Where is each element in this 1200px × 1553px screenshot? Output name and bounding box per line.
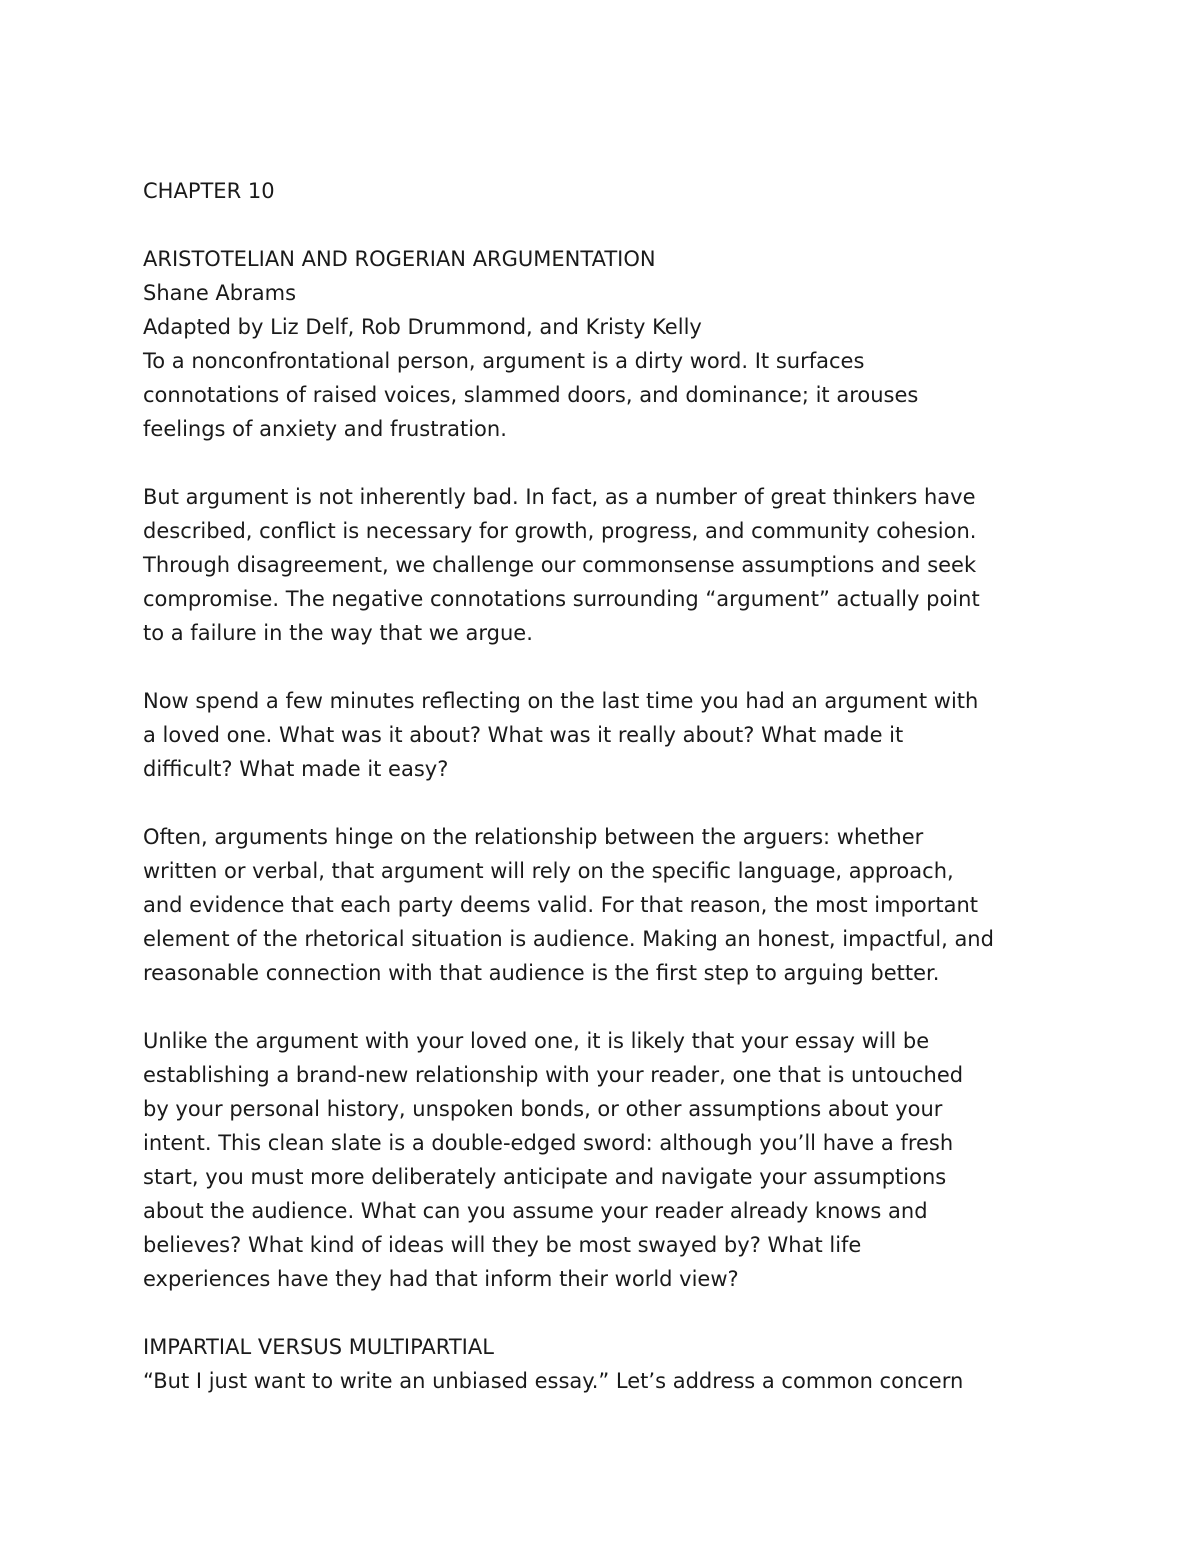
paragraph-line: start, you must more deliberately anticipate and navigate your assumptions [143, 1165, 947, 1189]
paragraph-4 [143, 820, 1083, 990]
blank-line [143, 1296, 1083, 1330]
paragraph-line: Now spend a few minutes reflecting on the last time you had an argument with [143, 689, 979, 713]
paragraph-line: to a failure in the way that we argue. [143, 621, 533, 645]
paragraph-line: establishing a brand-new relationship with your reader, one that is untouched [143, 1063, 964, 1087]
paragraph-line: believes? What kind of ideas will they be most swayed by? What life [143, 1233, 862, 1257]
section-heading: IMPARTIAL VERSUS MULTIPARTIAL [143, 1335, 494, 1359]
paragraph-line: by your personal history, unspoken bonds, or other assumptions about your [143, 1097, 943, 1121]
chapter-title: ARISTOTELIAN AND ROGERIAN ARGUMENTATION [143, 247, 656, 271]
paragraph-line: “But I just want to write an unbiased essay.” Let’s address a common concern [143, 1369, 964, 1393]
adapted-by-line: Adapted by Liz Delf, Rob Drummond, and Kristy Kelly [143, 315, 702, 339]
paragraph-line: feelings of anxiety and frustration. [143, 417, 507, 441]
paragraph-line: compromise. The negative connotations surrounding “argument” actually point [143, 587, 980, 611]
blank-line [143, 650, 1083, 684]
paragraph-line: about the audience. What can you assume your reader already knows and [143, 1199, 928, 1223]
paragraph-line: connotations of raised voices, slammed doors, and dominance; it arouses [143, 383, 919, 407]
paragraph-line: element of the rhetorical situation is audience. Making an honest, impactful, and [143, 927, 994, 951]
author-line: Shane Abrams [143, 281, 297, 305]
paragraph-line: written or verbal, that argument will rely on the specific language, approach, [143, 859, 954, 883]
blank-line [143, 990, 1083, 1024]
paragraph-5 [143, 1024, 1083, 1296]
blank-line [143, 208, 1083, 242]
paragraph-line: a loved one. What was it about? What was it really about? What made it [143, 723, 904, 747]
paragraph-line: experiences have they had that inform their world view? [143, 1267, 739, 1291]
paragraph-line: Often, arguments hinge on the relationship between the arguers: whether [143, 825, 924, 849]
paragraph-line: described, conflict is necessary for growth, progress, and community cohesion. [143, 519, 977, 543]
paragraph-line: To a nonconfrontational person, argument is a dirty word. It surfaces [143, 349, 865, 373]
paragraph-line: difficult? What made it easy? [143, 757, 449, 781]
chapter-label: CHAPTER 10 [143, 179, 275, 203]
paragraph-line: Unlike the argument with your loved one, it is likely that your essay will be [143, 1029, 930, 1053]
blank-line [143, 446, 1083, 480]
paragraph-line: reasonable connection with that audience is the first step to arguing better. [143, 961, 940, 985]
paragraph-line: intent. This clean slate is a double-edged sword: although you’ll have a fresh [143, 1131, 954, 1155]
paragraph-line: Through disagreement, we challenge our commonsense assumptions and seek [143, 553, 977, 577]
blank-line [143, 786, 1083, 820]
paragraph-2 [143, 480, 1083, 650]
document-body [143, 174, 1083, 1398]
paragraph-line: and evidence that each party deems valid. For that reason, the most important [143, 893, 979, 917]
paragraph-line: But argument is not inherently bad. In fact, as a number of great thinkers have [143, 485, 976, 509]
paragraph-1 [143, 344, 1083, 446]
paragraph-3 [143, 684, 1083, 786]
